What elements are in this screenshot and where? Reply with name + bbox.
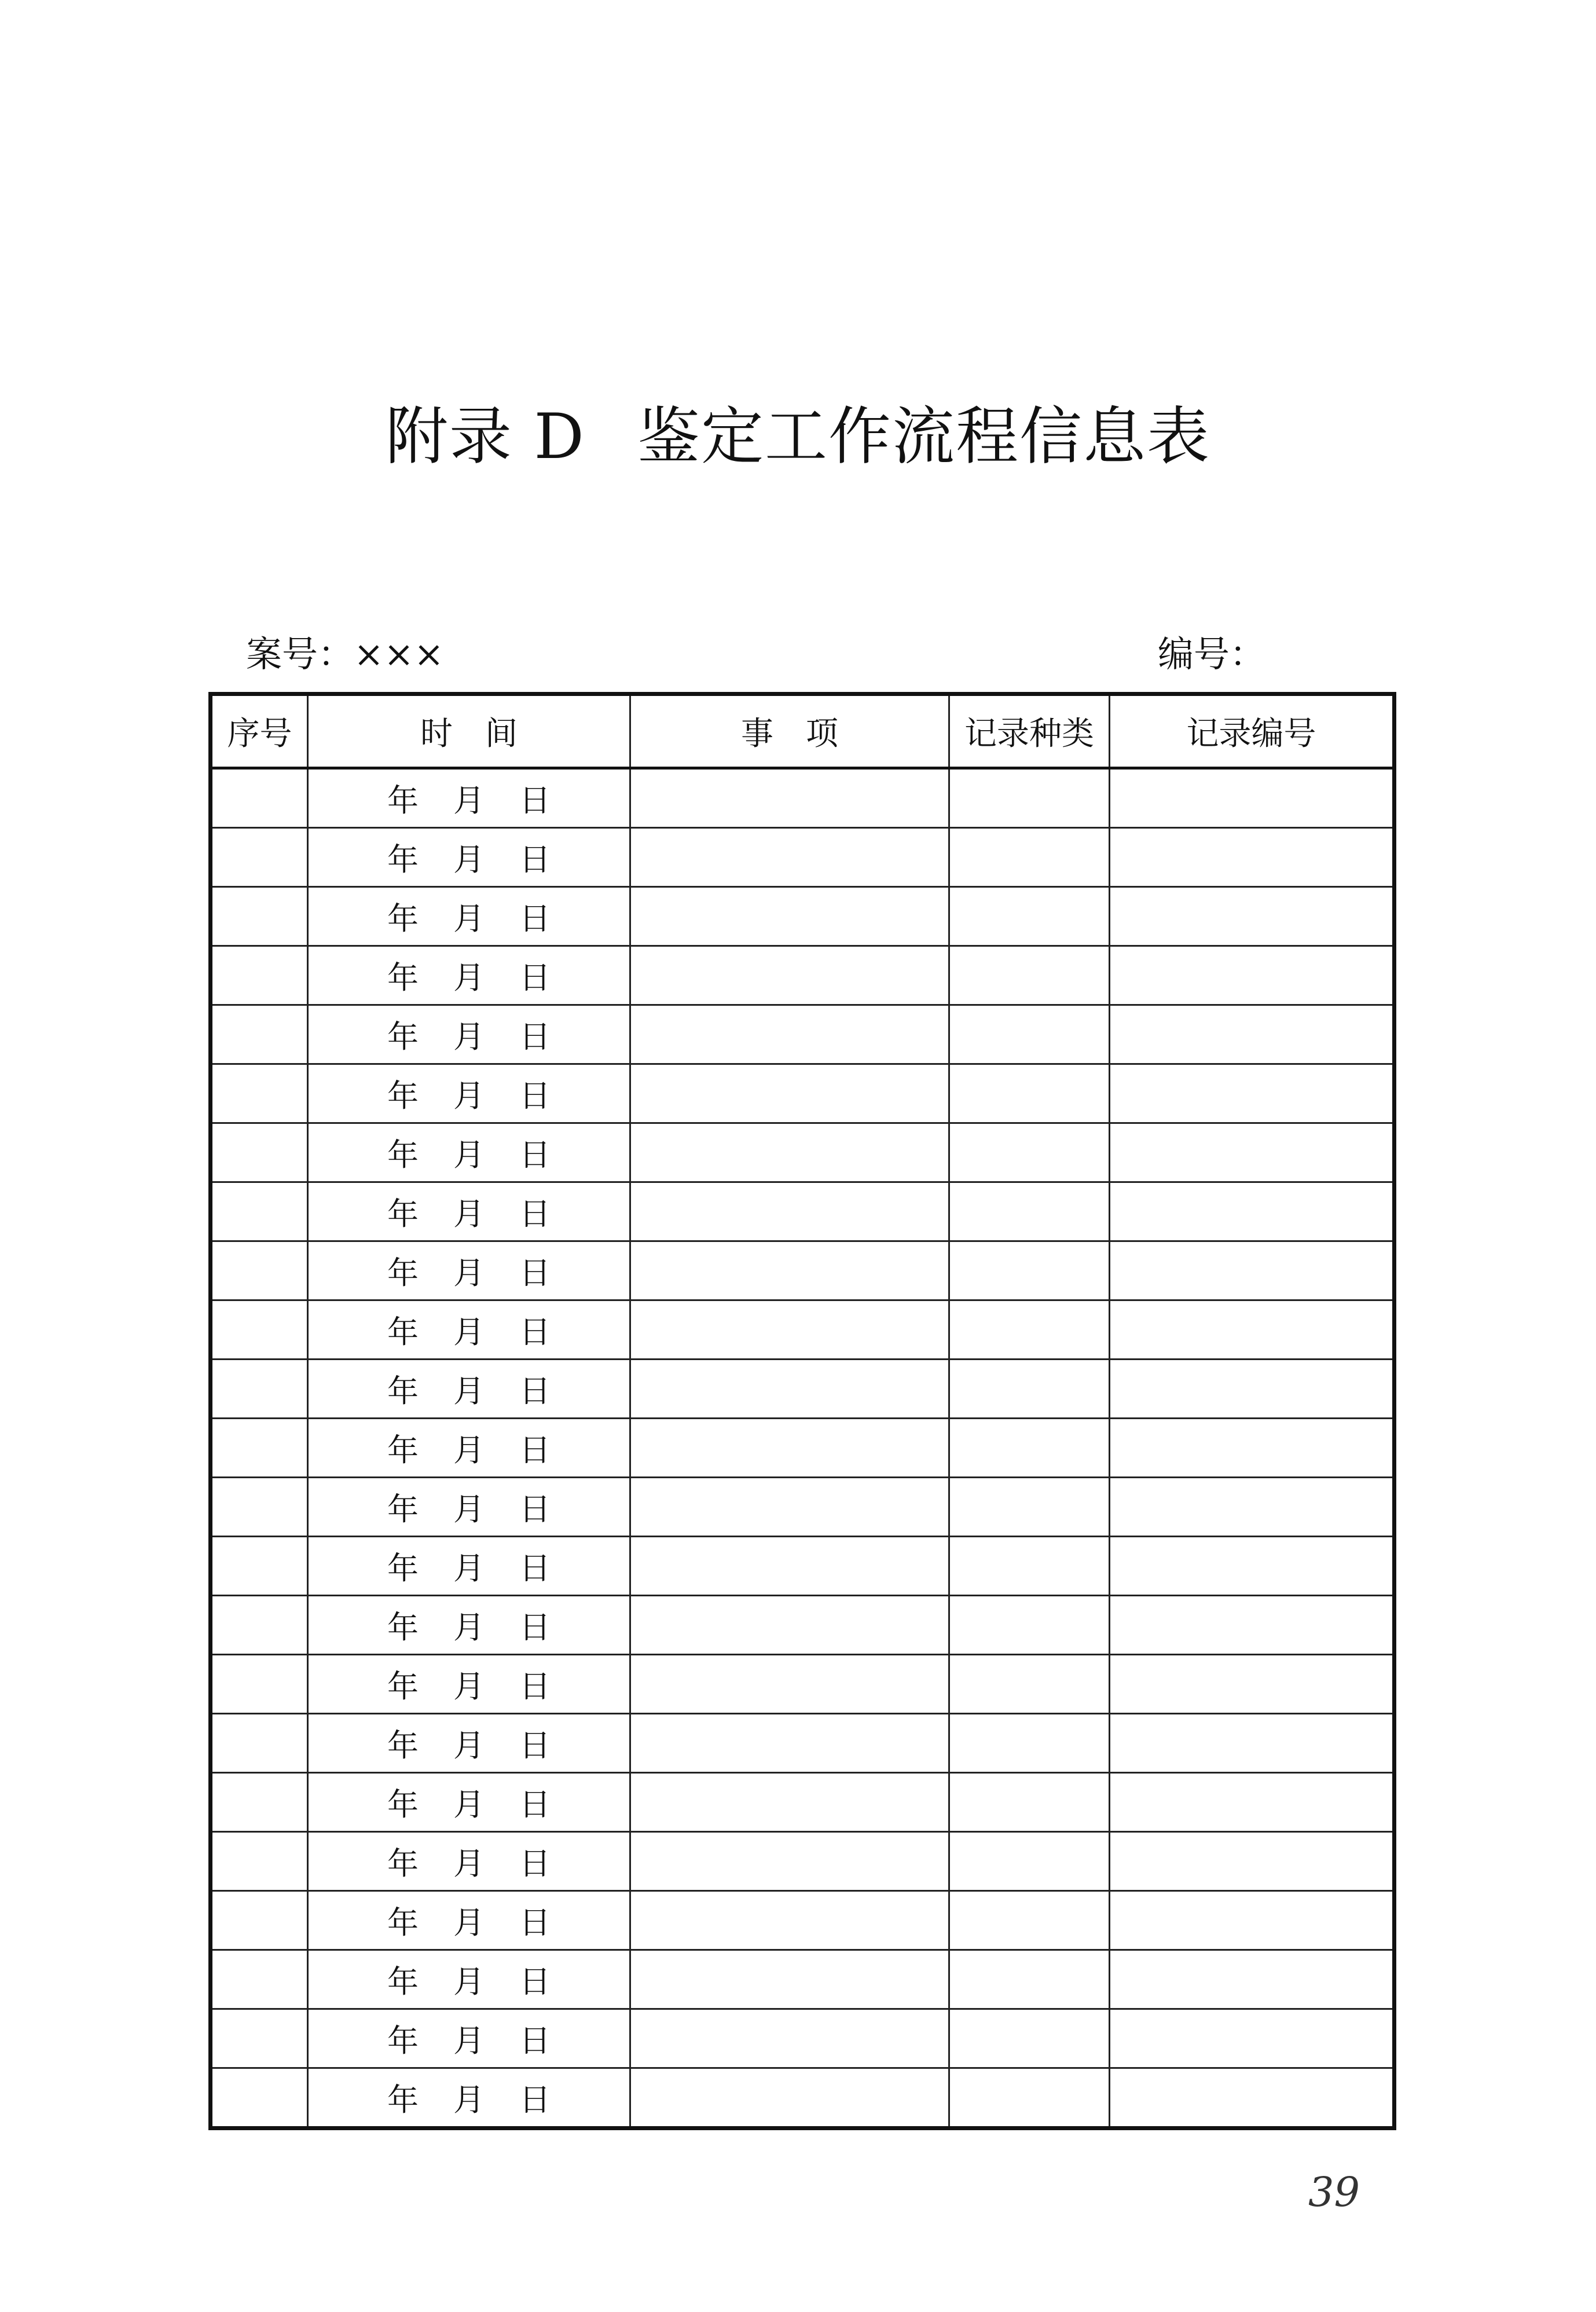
serial-cell: [211, 1950, 308, 2009]
month-label: 月: [453, 1373, 485, 1409]
matter-cell: [630, 1241, 949, 1300]
year-label: 年: [387, 959, 419, 996]
serial-cell: [211, 1596, 308, 1655]
serial-cell: [211, 1182, 308, 1241]
column-header-time: 时 间: [308, 694, 630, 768]
year-label: 年: [387, 1609, 419, 1646]
record-number-cell: [1110, 1596, 1395, 1655]
table-header-row: [211, 694, 1395, 768]
record-number-cell: [1110, 1300, 1395, 1360]
year-label: 年: [387, 1727, 419, 1764]
month-label: 月: [453, 1078, 485, 1114]
serial-cell: [211, 768, 308, 828]
date-cell: [308, 1182, 630, 1241]
record-number-cell: [1110, 1005, 1395, 1064]
date-cell: [308, 828, 630, 887]
record-number-cell: [1110, 1241, 1395, 1300]
matter-cell: [630, 1596, 949, 1655]
month-label: 月: [453, 841, 485, 878]
month-label: 月: [453, 959, 485, 996]
matter-cell: [630, 1714, 949, 1773]
month-label: 月: [453, 1550, 485, 1586]
serial-cell: [211, 1360, 308, 1419]
matter-cell: [630, 1300, 949, 1360]
record-type-cell: [949, 768, 1110, 828]
column-header-record-type: 记录种类: [949, 694, 1110, 768]
table-row: [211, 1655, 1395, 1714]
year-label: 年: [387, 900, 419, 937]
day-label: 日: [519, 2082, 551, 2118]
day-label: 日: [519, 2022, 551, 2059]
serial-cell: [211, 946, 308, 1005]
record-type-cell: [949, 1596, 1110, 1655]
table-row: [211, 1064, 1395, 1123]
matter-cell: [630, 1537, 949, 1596]
table-row: [211, 1360, 1395, 1419]
record-type-cell: [949, 1360, 1110, 1419]
month-label: 月: [453, 1668, 485, 1705]
record-type-cell: [949, 2009, 1110, 2068]
form-title: 鉴定工作流程信息表: [637, 401, 1210, 473]
record-type-cell: [949, 1241, 1110, 1300]
record-type-cell: [949, 1300, 1110, 1360]
day-label: 日: [519, 1668, 551, 1705]
record-number-cell: [1110, 946, 1395, 1005]
matter-cell: [630, 1182, 949, 1241]
day-label: 日: [519, 959, 551, 996]
column-header-record-number: 记录编号: [1110, 694, 1395, 768]
appendix-label: 附录 D: [386, 401, 585, 473]
date-cell: [308, 2068, 630, 2128]
month-label: 月: [453, 1196, 485, 1232]
month-label: 月: [453, 1963, 485, 2000]
record-type-cell: [949, 1182, 1110, 1241]
table-row: [211, 1714, 1395, 1773]
table-row: [211, 1419, 1395, 1478]
serial-cell: [211, 2009, 308, 2068]
date-cell: [308, 2009, 630, 2068]
record-type-cell: [949, 1123, 1110, 1182]
table-row: [211, 1773, 1395, 1832]
year-label: 年: [387, 2082, 419, 2118]
day-label: 日: [519, 1845, 551, 1882]
date-cell: [308, 1241, 630, 1300]
table-row: [211, 1005, 1395, 1064]
year-label: 年: [387, 782, 419, 819]
record-number-cell: [1110, 2068, 1395, 2128]
table-body: [211, 768, 1395, 2128]
date-cell: [308, 1714, 630, 1773]
date-cell: [308, 1832, 630, 1891]
matter-cell: [630, 1832, 949, 1891]
year-label: 年: [387, 1550, 419, 1586]
date-cell: [308, 1300, 630, 1360]
record-number-cell: [1110, 1891, 1395, 1950]
record-type-cell: [949, 1478, 1110, 1537]
record-type-cell: [949, 828, 1110, 887]
date-cell: [308, 1891, 630, 1950]
date-cell: [308, 1773, 630, 1832]
table-row: [211, 1478, 1395, 1537]
table-row: [211, 828, 1395, 887]
record-type-cell: [949, 1655, 1110, 1714]
matter-cell: [630, 1950, 949, 2009]
matter-cell: [630, 2009, 949, 2068]
record-number-cell: [1110, 1714, 1395, 1773]
year-label: 年: [387, 1786, 419, 1823]
year-label: 年: [387, 1137, 419, 1173]
day-label: 日: [519, 1786, 551, 1823]
page-number: 39: [1308, 2168, 1360, 2216]
table-row: [211, 887, 1395, 946]
day-label: 日: [519, 1963, 551, 2000]
record-number-cell: [1110, 1360, 1395, 1419]
date-cell: [308, 1478, 630, 1537]
record-number-cell: [1110, 828, 1395, 887]
table-row: [211, 1182, 1395, 1241]
date-cell: [308, 1123, 630, 1182]
day-label: 日: [519, 1550, 551, 1586]
serial-cell: [211, 1005, 308, 1064]
record-type-cell: [949, 1950, 1110, 2009]
month-label: 月: [453, 1137, 485, 1173]
table-row: [211, 1950, 1395, 2009]
record-number-cell: [1110, 1832, 1395, 1891]
matter-cell: [630, 828, 949, 887]
serial-cell: [211, 1655, 308, 1714]
serial-cell: [211, 1123, 308, 1182]
month-label: 月: [453, 900, 485, 937]
case-number-label: 案号：×××: [246, 633, 444, 675]
serial-cell: [211, 1891, 308, 1950]
day-label: 日: [519, 1314, 551, 1350]
serial-cell: [211, 1064, 308, 1123]
year-label: 年: [387, 1018, 419, 1055]
year-label: 年: [387, 1255, 419, 1291]
day-label: 日: [519, 1255, 551, 1291]
month-label: 月: [453, 1491, 485, 1527]
serial-cell: [211, 828, 308, 887]
month-label: 月: [453, 1255, 485, 1291]
workflow-info-table: [208, 692, 1396, 2130]
record-type-cell: [949, 1832, 1110, 1891]
date-cell: [308, 1005, 630, 1064]
matter-cell: [630, 1360, 949, 1419]
serial-cell: [211, 887, 308, 946]
table-row: [211, 2009, 1395, 2068]
column-header-serial: 序号: [211, 694, 308, 768]
column-header-matter: 事 项: [630, 694, 949, 768]
table-row: [211, 1596, 1395, 1655]
date-cell: [308, 1064, 630, 1123]
record-type-cell: [949, 2068, 1110, 2128]
record-number-cell: [1110, 1950, 1395, 2009]
date-cell: [308, 1360, 630, 1419]
table-row: [211, 1123, 1395, 1182]
date-cell: [308, 1537, 630, 1596]
record-type-cell: [949, 1891, 1110, 1950]
day-label: 日: [519, 1491, 551, 1527]
serial-cell: [211, 1832, 308, 1891]
record-number-cell: [1110, 1419, 1395, 1478]
serial-number-label: 编号：: [1158, 633, 1266, 675]
month-label: 月: [453, 1609, 485, 1646]
day-label: 日: [519, 1137, 551, 1173]
day-label: 日: [519, 1018, 551, 1055]
record-type-cell: [949, 887, 1110, 946]
record-number-cell: [1110, 1123, 1395, 1182]
record-type-cell: [949, 1714, 1110, 1773]
month-label: 月: [453, 1018, 485, 1055]
year-label: 年: [387, 1078, 419, 1114]
table-row: [211, 1832, 1395, 1891]
year-label: 年: [387, 1196, 419, 1232]
year-label: 年: [387, 1904, 419, 1941]
record-number-cell: [1110, 1773, 1395, 1832]
matter-cell: [630, 887, 949, 946]
record-number-cell: [1110, 768, 1395, 828]
matter-cell: [630, 946, 949, 1005]
table-row: [211, 2068, 1395, 2128]
record-number-cell: [1110, 1064, 1395, 1123]
table-row: [211, 1891, 1395, 1950]
month-label: 月: [453, 1786, 485, 1823]
record-number-cell: [1110, 1655, 1395, 1714]
table-row: [211, 1537, 1395, 1596]
month-label: 月: [453, 1845, 485, 1882]
day-label: 日: [519, 1196, 551, 1232]
day-label: 日: [519, 1432, 551, 1468]
record-type-cell: [949, 1537, 1110, 1596]
year-label: 年: [387, 1963, 419, 2000]
matter-cell: [630, 1005, 949, 1064]
month-label: 月: [453, 1432, 485, 1468]
date-cell: [308, 1419, 630, 1478]
year-label: 年: [387, 2022, 419, 2059]
serial-cell: [211, 1537, 308, 1596]
month-label: 月: [453, 1727, 485, 1764]
day-label: 日: [519, 1904, 551, 1941]
year-label: 年: [387, 1668, 419, 1705]
year-label: 年: [387, 1373, 419, 1409]
matter-cell: [630, 1478, 949, 1537]
record-type-cell: [949, 946, 1110, 1005]
year-label: 年: [387, 1314, 419, 1350]
matter-cell: [630, 1773, 949, 1832]
serial-cell: [211, 1773, 308, 1832]
serial-cell: [211, 1300, 308, 1360]
matter-cell: [630, 1419, 949, 1478]
day-label: 日: [519, 841, 551, 878]
table-row: [211, 946, 1395, 1005]
day-label: 日: [519, 782, 551, 819]
record-number-cell: [1110, 2009, 1395, 2068]
day-label: 日: [519, 1373, 551, 1409]
date-cell: [308, 768, 630, 828]
month-label: 月: [453, 1904, 485, 1941]
serial-cell: [211, 1419, 308, 1478]
matter-cell: [630, 1123, 949, 1182]
date-cell: [308, 1950, 630, 2009]
record-type-cell: [949, 1064, 1110, 1123]
record-number-cell: [1110, 887, 1395, 946]
serial-cell: [211, 1714, 308, 1773]
date-cell: [308, 1596, 630, 1655]
year-label: 年: [387, 1432, 419, 1468]
day-label: 日: [519, 1609, 551, 1646]
year-label: 年: [387, 1491, 419, 1527]
record-number-cell: [1110, 1182, 1395, 1241]
matter-cell: [630, 1891, 949, 1950]
record-number-cell: [1110, 1478, 1395, 1537]
date-cell: [308, 1655, 630, 1714]
table-row: [211, 1300, 1395, 1360]
table-row: [211, 1241, 1395, 1300]
month-label: 月: [453, 1314, 485, 1350]
matter-cell: [630, 1064, 949, 1123]
page-title: [0, 400, 1596, 475]
record-type-cell: [949, 1419, 1110, 1478]
record-type-cell: [949, 1005, 1110, 1064]
day-label: 日: [519, 1078, 551, 1114]
date-cell: [308, 887, 630, 946]
matter-cell: [630, 2068, 949, 2128]
serial-cell: [211, 1241, 308, 1300]
year-label: 年: [387, 841, 419, 878]
month-label: 月: [453, 2022, 485, 2059]
serial-cell: [211, 2068, 308, 2128]
day-label: 日: [519, 900, 551, 937]
table-row: [211, 768, 1395, 828]
matter-cell: [630, 768, 949, 828]
month-label: 月: [453, 2082, 485, 2118]
day-label: 日: [519, 1727, 551, 1764]
month-label: 月: [453, 782, 485, 819]
matter-cell: [630, 1655, 949, 1714]
year-label: 年: [387, 1845, 419, 1882]
serial-cell: [211, 1478, 308, 1537]
record-number-cell: [1110, 1537, 1395, 1596]
record-type-cell: [949, 1773, 1110, 1832]
date-cell: [308, 946, 630, 1005]
